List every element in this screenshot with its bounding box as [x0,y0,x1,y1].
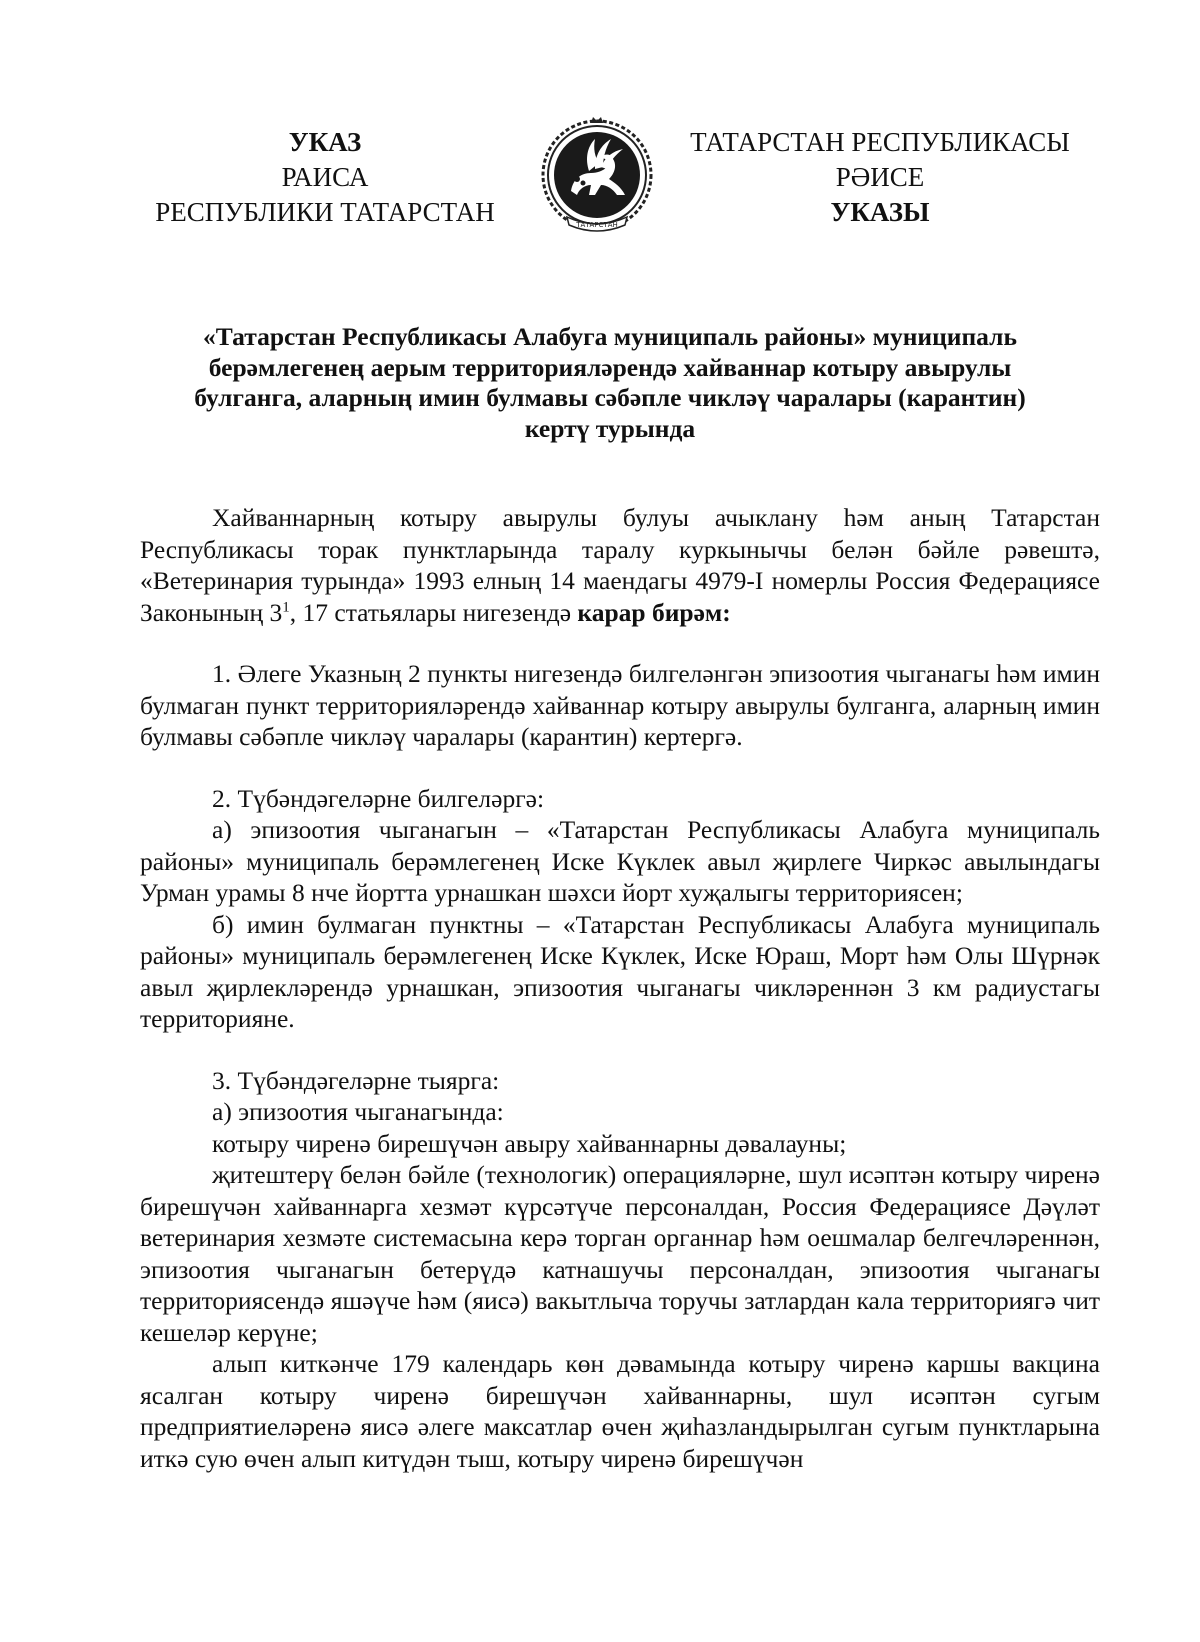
header-right-line1: ТАТАРСТАН РЕСПУБЛИКАСЫ [690,127,1070,157]
decree-header [0,125,1200,235]
title-line2: берәмлегенең аерым территорияләрендә хайваннар котыру авырулы [208,352,1012,382]
header-tatar [680,125,1080,230]
preamble-paragraph [140,502,1100,628]
header-right-line3: УКАЗЫ [830,197,930,227]
item-3a: а) эпизоотия чыганагында: [212,1097,504,1126]
item-3a-3: алып киткәнче 179 календарь көн дәвамында котыру чиренә каршы вакцина ясалган котыру чиренә бирешүчән хайваннарны, шул исәптән сугым предприятиеләренә яисә әлеге максатлар өчен җиһазландырылган сугым пунктларына иткә сую өчен алып китүдән тыш, котыру чиренә бирешүчән [140,1349,1100,1473]
header-right-line2: РӘИСЕ [835,162,925,192]
preamble-text: Хайваннарның котыру авырулы булуы ачыклану һәм аның Татарстан Республикасы торак пунктларында таралу куркынычы белән бәйле рәвештә, «Ветеринария турында» 1993 елның 14 маендагы 4979-I номерлы Россия Федерациясе Законының 3 [140,503,1100,627]
item-2: 2. Түбәндәгеләрне билгеләргә: [212,783,545,813]
tatarstan-emblem-icon [533,109,661,237]
preamble-superscript: 1 [282,599,290,615]
emblem-banner-text: ТАТАРСТАН [576,221,618,229]
decree-body [140,502,1100,1474]
item-3a-1: котыру чиренә бирешүчән авыру хайваннарны дәвалауны; [212,1128,847,1158]
item-1: 1. Әлеге Указның 2 пункты нигезендә билгеләнгән эпизоотия чыганагы һәм имин булмаган пункт территорияләрендә хайваннар котыру авырулы булганга, аларның имин булмавы сәбәпле чикләү чаралары (карантин) кертергә. [140,659,1100,751]
item-2a: а) эпизоотия чыганагын – «Татарстан Республикасы Алабуга муниципаль районы» муниципаль берәмлегенең Иске Күклек авыл җирлеге Чиркәс авылындагы Урман урамы 8 нче йортта урнашкан шәхси йорт хуҗалыгы территориясен; [140,815,1100,907]
item-3a-2: җитештерү белән бәйле (технологик) операцияләрне, шул исәптән котыру чиренә бирешүчән хайваннарга хезмәт күрсәтүче персоналдан, Россия Федерациясе Дәүләт ветеринария хезмәте системасына керә торган органнар һәм оешмалар белгечләреннән, эпизоотия чыганагын бетерүдә катнашучы персоналдан, эпизоотия чыганагы территориясендә яшәүче һәм (яисә) вакытлыча торучы затлардан кала территориягә чит кешеләр керүне; [140,1160,1100,1347]
title-line1: «Татарстан Республикасы Алабуга муниципаль районы» муниципаль [203,322,1017,351]
title-line3: булганга, аларның имин булмавы сәбәпле чикләү чаралары (карантин) [194,383,1026,412]
preamble-text-after: , 17 статьялары нигезендә [289,597,578,627]
title-line4: кертү турында [524,413,696,443]
decree-title [140,322,1080,444]
header-russian [140,125,510,230]
header-left-line3: РЕСПУБЛИКИ ТАТАРСТАН [155,197,495,227]
item-3: 3. Түбәндәгеләрне тыярга: [212,1065,500,1095]
item-2b: б) имин булмаган пунктны – «Татарстан Республикасы Алабуга муниципаль районы» муниципаль берәмлегенең Иске Күклек, Иске Юраш, Морт һәм Олы Шүрнәк авыл җирлекләрендә урнашкан, эпизоотия чыганагы чикләреннән 3 км радиустагы территорияне. [140,909,1100,1033]
header-left-line2: РАИСА [281,162,369,192]
preamble-resolution: карар бирәм: [577,597,731,627]
header-left-line1: УКАЗ [288,127,362,157]
